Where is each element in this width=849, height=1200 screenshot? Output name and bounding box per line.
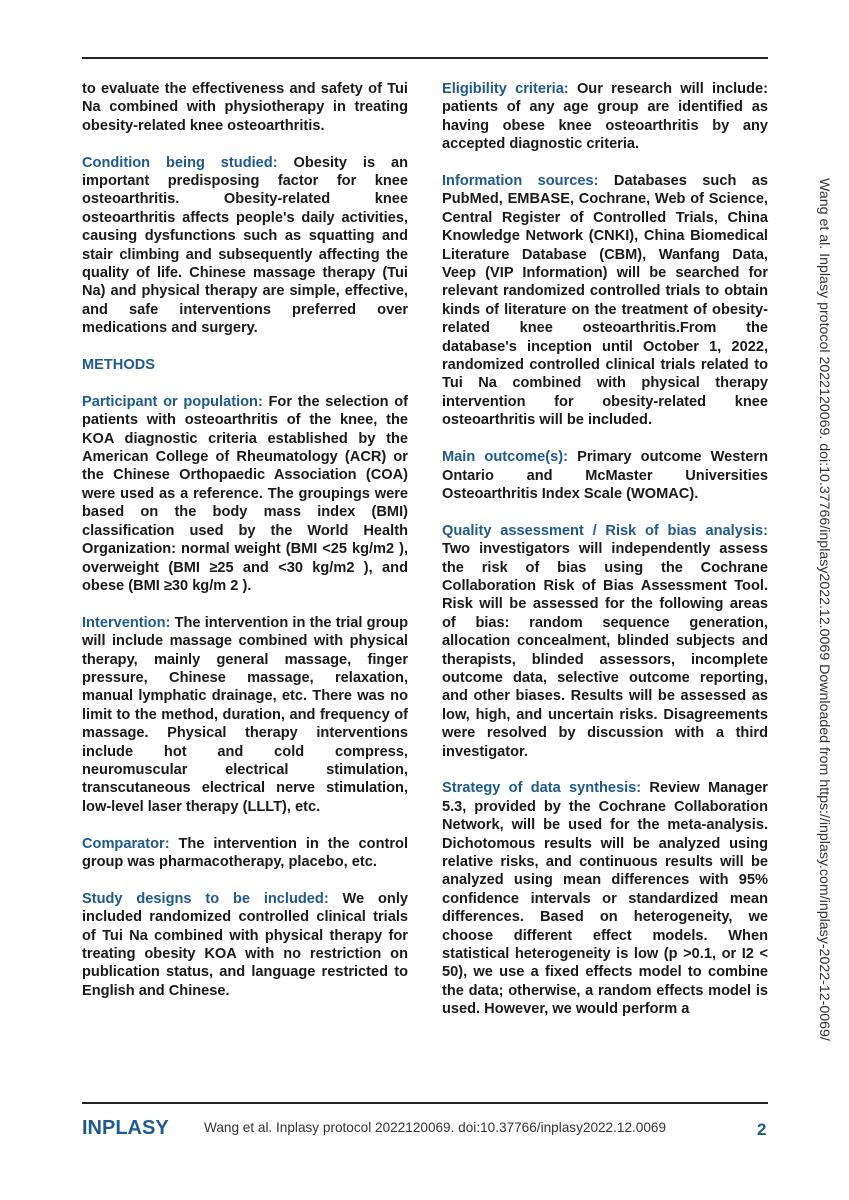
footer-citation: Wang et al. Inplasy protocol 2022120069. doi:10.37766/inplasy2022.12.0069 xyxy=(204,1120,667,1135)
sources-paragraph xyxy=(442,172,768,430)
intervention-text: The intervention in the trial group will include massage combined with physical therapy, mainly general massage, finger pressure, Chinese massage, relaxation, manual lymphatic drainage, etc. There was no limit to the method, duration, and frequency of massage. Physical therapy interventions include hot and cold compress, neuromuscular electrical stimulation, transcutaneous electrical nerve stimulation, low-level laser therapy (LLLT), etc. xyxy=(82,614,408,815)
top-rule xyxy=(82,57,768,59)
synthesis-label: Strategy of data synthesis: xyxy=(442,780,642,797)
condition-paragraph xyxy=(82,154,408,338)
footer-brand: INPLASY xyxy=(82,1117,169,1139)
eligibility-paragraph xyxy=(442,80,768,154)
intro-paragraph xyxy=(82,80,408,135)
intro-text: to evaluate the effectiveness and safety of Tui Na combined with physiotherapy in treating obesity-related knee osteoarthritis. xyxy=(82,81,408,134)
comparator-paragraph xyxy=(82,835,408,872)
condition-label: Condition being studied: xyxy=(82,154,278,171)
page-number: 2 xyxy=(757,1120,767,1139)
comparator-text: The intervention in the control group was pharmacotherapy, placebo, etc. xyxy=(82,835,408,870)
sources-text: Databases such as PubMed, EMBASE, Cochrane, Web of Science, Central Register of Controlled Trials, China Knowledge Network (CNKI), China Biomedical Literature Database (CBM), Wanfang Data, Veep (VIP Information) will be searched for relevant randomized controlled trials to obtain kinds of literature on the treatment of obesity-related knee osteoarthritis.From the database's inception until October 1, 2022, randomized controlled clinical trials related to Tui Na combined with physical therapy intervention for obesity-related knee osteoarthritis will be included. xyxy=(442,173,769,429)
methods-heading-text: METHODS xyxy=(82,357,155,374)
sources-label: Information sources: xyxy=(442,173,599,190)
quality-paragraph xyxy=(442,522,768,761)
right-column xyxy=(442,80,768,1037)
study-designs-text: We only included randomized controlled clinical trials of Tui Na combined with physical therapy for treating obesity KOA with no restriction on publication status, and language restricted to English and Chinese. xyxy=(82,890,408,999)
participant-label: Participant or population: xyxy=(82,393,263,410)
study-designs-paragraph xyxy=(82,890,408,1000)
eligibility-label: Eligibility criteria: xyxy=(442,81,569,97)
eligibility-text: Our research will include: patients of any age group are identified as having obese knee osteoarthritis by any accepted diagnostic criteria. xyxy=(442,81,768,153)
side-download-note: Wang et al. Inplasy protocol 2022120069. doi:10.37766/inplasy2022.12.0069 Downloaded from https://inplasy.com/inplasy-2022-12-0069/ xyxy=(816,178,832,1041)
condition-text: Obesity is an important predisposing factor for knee osteoarthritis. Obesity-related knee osteoarthritis affects people's daily activities, causing dysfunctions such as squatting and stair climbing and subsequently affecting the quality of life. Chinese massage therapy (Tui Na) and physical therapy are simple, effective, and safe interventions preferred over medications and surgery. xyxy=(82,154,409,337)
study-designs-label: Study designs to be included: xyxy=(82,890,329,907)
outcome-label: Main outcome(s): xyxy=(442,449,568,466)
outcome-paragraph xyxy=(442,448,768,503)
synthesis-text: Review Manager 5.3, provided by the Cochrane Collaboration Network, will be used for the meta-analysis. Dichotomous results will be analyzed using relative risks, and continuous results will be analyzed using mean differences with 95% confidence intervals or standardized mean differences. Based on heterogeneity, we choose different effect models. When statistical heterogeneity is low (p >0.1, or I2 < 50), we use a fixed effects model to combine the data; otherwise, a random effects model is used. However, we would perform a xyxy=(442,780,768,1018)
quality-label: Quality assessment / Risk of bias analysis: xyxy=(442,522,768,539)
synthesis-paragraph xyxy=(442,779,768,1018)
intervention-label: Intervention: xyxy=(82,614,171,631)
outcome-text: Primary outcome Western Ontario and McMaster Universities Osteoarthritis Index Scale (WOMAC). xyxy=(442,449,768,502)
left-column xyxy=(82,80,408,1019)
participant-text: For the selection of patients with osteoarthritis of the knee, the KOA diagnostic criteria established by the American College of Rheumatology (ACR) or the Chinese Orthopaedic Association (COA) were used as a reference. The groupings were based on the body mass index (BMI) classification used by the World Health Organization: normal weight (BMI <25 kg/m2 ), overweight (BMI ≥25 and <30 kg/m2 ), and obese (BMI ≥30 kg/m 2 ). xyxy=(82,393,408,594)
comparator-label: Comparator: xyxy=(82,835,170,852)
intervention-paragraph xyxy=(82,614,408,816)
methods-heading xyxy=(82,356,408,374)
bottom-rule xyxy=(82,1102,768,1104)
quality-text: Two investigators will independently assess the risk of bias using the Cochrane Collaboration Risk of Bias Assessment Tool. Risk will be assessed for the following areas of bias: random sequence generation, allocation concealment, blinded subjects and therapists, blinded assessors, incomplete outcome data, selective outcome reporting, and other biases. Results will be assessed as low, high, and uncertain risks. Disagreements were resolved by discussion with a third investigator. xyxy=(442,541,768,760)
participant-paragraph xyxy=(82,393,408,595)
